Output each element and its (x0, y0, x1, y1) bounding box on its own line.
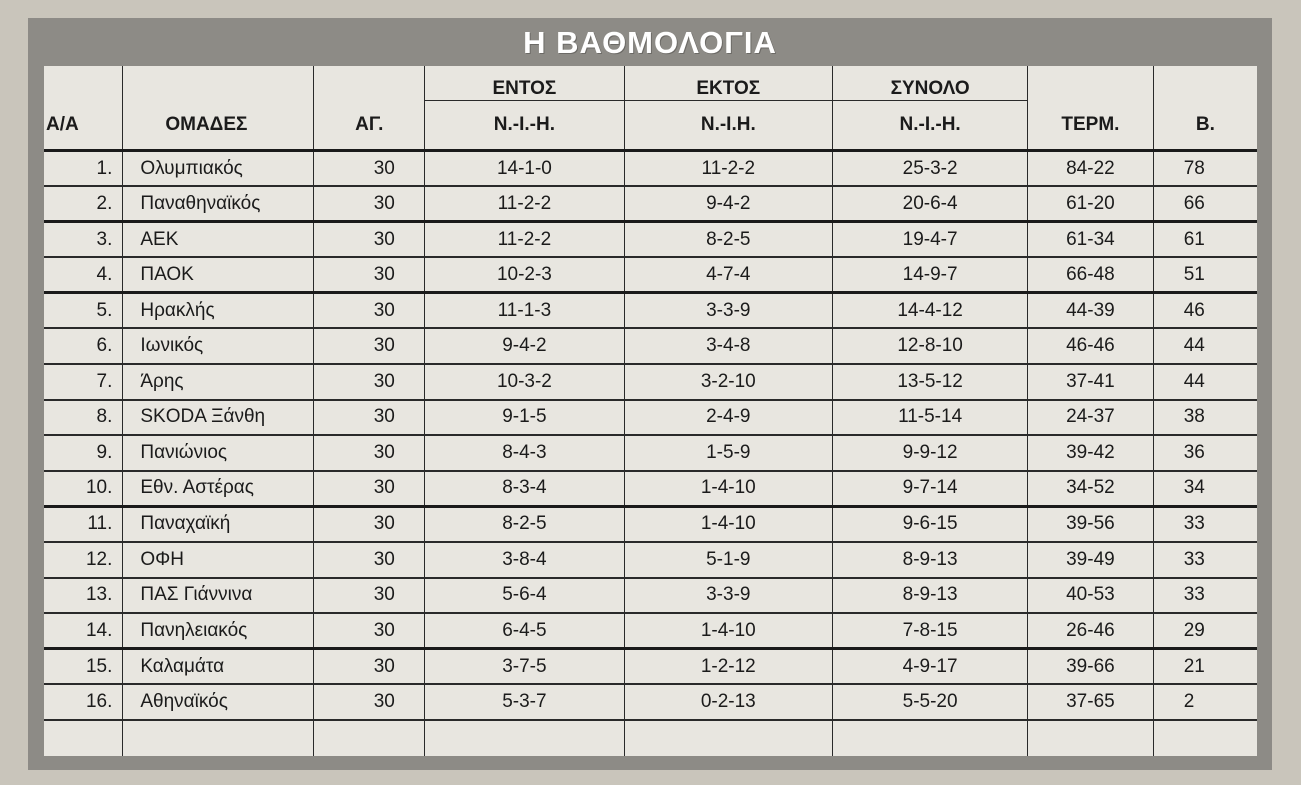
cell-played: 30 (314, 471, 425, 507)
cell-team: Καλαμάτα (123, 649, 314, 685)
cell-position: 12. (44, 542, 123, 578)
cell-goals: 39-56 (1028, 506, 1154, 542)
cell-points: 33 (1153, 578, 1257, 614)
empty-cell (1028, 720, 1154, 756)
header-goals: ΤΕΡΜ. (1028, 101, 1154, 151)
table-row (44, 542, 1257, 578)
cell-position: 3. (44, 222, 123, 258)
table-row (44, 649, 1257, 685)
cell-team: Παναχαϊκή (123, 506, 314, 542)
cell-total: 8-9-13 (833, 542, 1028, 578)
cell-points: 44 (1153, 364, 1257, 400)
cell-away: 1-4-10 (624, 471, 833, 507)
cell-home: 8-4-3 (425, 435, 624, 471)
cell-goals: 39-42 (1028, 435, 1154, 471)
cell-position: 4. (44, 257, 123, 293)
cell-played: 30 (314, 506, 425, 542)
table-row (44, 257, 1257, 293)
empty-cell (833, 720, 1028, 756)
cell-points: 36 (1153, 435, 1257, 471)
cell-played: 30 (314, 400, 425, 436)
empty-cell (123, 720, 314, 756)
cell-position: 11. (44, 506, 123, 542)
cell-total: 25-3-2 (833, 151, 1028, 187)
table-row (44, 151, 1257, 187)
empty-cell (314, 720, 425, 756)
cell-position: 10. (44, 471, 123, 507)
cell-away: 8-2-5 (624, 222, 833, 258)
cell-away: 1-2-12 (624, 649, 833, 685)
cell-position: 6. (44, 328, 123, 364)
cell-total: 11-5-14 (833, 400, 1028, 436)
cell-points: 78 (1153, 151, 1257, 187)
header-home-group: ΕΝΤΟΣ (425, 66, 624, 101)
header-spacer-points (1153, 66, 1257, 101)
table-row (44, 400, 1257, 436)
cell-played: 30 (314, 684, 425, 720)
cell-position: 13. (44, 578, 123, 614)
cell-team: Άρης (123, 364, 314, 400)
table-row (44, 471, 1257, 507)
table-row (44, 222, 1257, 258)
cell-team: Παναθηναϊκός (123, 186, 314, 222)
cell-points: 21 (1153, 649, 1257, 685)
empty-cell (624, 720, 833, 756)
table-row-empty (44, 720, 1257, 756)
cell-total: 7-8-15 (833, 613, 1028, 649)
cell-away: 3-3-9 (624, 578, 833, 614)
cell-home: 9-4-2 (425, 328, 624, 364)
cell-goals: 39-49 (1028, 542, 1154, 578)
cell-total: 20-6-4 (833, 186, 1028, 222)
empty-cell (425, 720, 624, 756)
header-away-sub: Ν.-Ι.Η. (624, 101, 833, 151)
cell-position: 8. (44, 400, 123, 436)
cell-position: 2. (44, 186, 123, 222)
cell-points: 61 (1153, 222, 1257, 258)
cell-home: 3-8-4 (425, 542, 624, 578)
cell-home: 3-7-5 (425, 649, 624, 685)
cell-team: ΑΕΚ (123, 222, 314, 258)
cell-played: 30 (314, 222, 425, 258)
cell-away: 1-4-10 (624, 613, 833, 649)
cell-position: 7. (44, 364, 123, 400)
header-pos: Α/Α (44, 101, 123, 151)
cell-home: 9-1-5 (425, 400, 624, 436)
header-points: Β. (1195, 113, 1215, 135)
cell-team: Ολυμπιακός (123, 151, 314, 187)
header-spacer-team (123, 66, 314, 101)
header-spacer-pos (44, 66, 123, 101)
header-spacer-played (314, 66, 425, 101)
cell-position: 9. (44, 435, 123, 471)
cell-played: 30 (314, 613, 425, 649)
cell-away: 3-3-9 (624, 293, 833, 329)
cell-home: 10-3-2 (425, 364, 624, 400)
cell-team: Πανιώνιος (123, 435, 314, 471)
cell-points: 38 (1153, 400, 1257, 436)
cell-total: 14-9-7 (833, 257, 1028, 293)
standings-panel (44, 66, 1257, 756)
empty-cell (1153, 720, 1257, 756)
cell-played: 30 (314, 257, 425, 293)
table-title: Η ΒΑΘΜΟΛΟΓΙΑ (523, 25, 777, 60)
header-away-group: ΕΚΤΟΣ (624, 66, 833, 101)
cell-points: 44 (1153, 328, 1257, 364)
table-row (44, 435, 1257, 471)
cell-goals: 39-66 (1028, 649, 1154, 685)
cell-total: 8-9-13 (833, 578, 1028, 614)
cell-played: 30 (314, 151, 425, 187)
table-row (44, 186, 1257, 222)
cell-points: 66 (1153, 186, 1257, 222)
cell-played: 30 (314, 186, 425, 222)
header-played: ΑΓ. (314, 101, 425, 151)
cell-position: 5. (44, 293, 123, 329)
cell-team: Ιωνικός (123, 328, 314, 364)
cell-played: 30 (314, 293, 425, 329)
cell-goals: 46-46 (1028, 328, 1154, 364)
cell-away: 3-4-8 (624, 328, 833, 364)
standings-table (44, 66, 1257, 756)
cell-played: 30 (314, 435, 425, 471)
cell-home: 11-1-3 (425, 293, 624, 329)
table-row (44, 293, 1257, 329)
cell-team: SKODA Ξάνθη (123, 400, 314, 436)
cell-team: ΠΑΣ Γιάννινα (123, 578, 314, 614)
cell-total: 19-4-7 (833, 222, 1028, 258)
cell-points: 33 (1153, 506, 1257, 542)
cell-away: 4-7-4 (624, 257, 833, 293)
cell-team: ΠΑΟΚ (123, 257, 314, 293)
cell-position: 14. (44, 613, 123, 649)
empty-cell (44, 720, 123, 756)
cell-away: 5-1-9 (624, 542, 833, 578)
cell-played: 30 (314, 328, 425, 364)
cell-played: 30 (314, 649, 425, 685)
cell-total: 9-6-15 (833, 506, 1028, 542)
table-row (44, 613, 1257, 649)
table-row (44, 578, 1257, 614)
cell-home: 11-2-2 (425, 186, 624, 222)
cell-goals: 34-52 (1028, 471, 1154, 507)
table-row (44, 684, 1257, 720)
cell-played: 30 (314, 364, 425, 400)
standings-frame (28, 18, 1272, 770)
cell-goals: 37-41 (1028, 364, 1154, 400)
cell-points: 2 (1153, 684, 1257, 720)
cell-points: 34 (1153, 471, 1257, 507)
cell-points: 51 (1153, 257, 1257, 293)
cell-home: 14-1-0 (425, 151, 624, 187)
cell-home: 6-4-5 (425, 613, 624, 649)
cell-away: 2-4-9 (624, 400, 833, 436)
cell-goals: 44-39 (1028, 293, 1154, 329)
table-row (44, 364, 1257, 400)
cell-played: 30 (314, 542, 425, 578)
cell-team: Εθν. Αστέρας (123, 471, 314, 507)
cell-position: 16. (44, 684, 123, 720)
cell-home: 5-3-7 (425, 684, 624, 720)
header-team: ΟΜΑΔΕΣ (123, 101, 314, 151)
table-row (44, 506, 1257, 542)
table-row (44, 328, 1257, 364)
cell-total: 5-5-20 (833, 684, 1028, 720)
cell-away: 11-2-2 (624, 151, 833, 187)
cell-goals: 66-48 (1028, 257, 1154, 293)
cell-points: 46 (1153, 293, 1257, 329)
header-spacer-goals (1028, 66, 1154, 101)
cell-total: 13-5-12 (833, 364, 1028, 400)
cell-away: 1-4-10 (624, 506, 833, 542)
cell-goals: 84-22 (1028, 151, 1154, 187)
cell-total: 4-9-17 (833, 649, 1028, 685)
cell-away: 1-5-9 (624, 435, 833, 471)
cell-goals: 37-65 (1028, 684, 1154, 720)
cell-home: 8-2-5 (425, 506, 624, 542)
cell-total: 14-4-12 (833, 293, 1028, 329)
cell-team: Ηρακλής (123, 293, 314, 329)
cell-points: 33 (1153, 542, 1257, 578)
cell-home: 5-6-4 (425, 578, 624, 614)
cell-position: 1. (44, 151, 123, 187)
cell-goals: 24-37 (1028, 400, 1154, 436)
cell-away: 3-2-10 (624, 364, 833, 400)
cell-away: 9-4-2 (624, 186, 833, 222)
header-home-sub: Ν.-Ι.-Η. (425, 101, 624, 151)
cell-away: 0-2-13 (624, 684, 833, 720)
cell-total: 12-8-10 (833, 328, 1028, 364)
header-total-group: ΣΥΝΟΛΟ (833, 66, 1028, 101)
cell-goals: 61-20 (1028, 186, 1154, 222)
cell-total: 9-9-12 (833, 435, 1028, 471)
cell-position: 15. (44, 649, 123, 685)
cell-goals: 26-46 (1028, 613, 1154, 649)
cell-team: Αθηναϊκός (123, 684, 314, 720)
cell-total: 9-7-14 (833, 471, 1028, 507)
cell-home: 10-2-3 (425, 257, 624, 293)
cell-team: Πανηλειακός (123, 613, 314, 649)
header-total-sub: Ν.-Ι.-Η. (833, 101, 1028, 151)
cell-home: 8-3-4 (425, 471, 624, 507)
cell-points: 29 (1153, 613, 1257, 649)
cell-team: ΟΦΗ (123, 542, 314, 578)
cell-goals: 40-53 (1028, 578, 1154, 614)
cell-home: 11-2-2 (425, 222, 624, 258)
cell-played: 30 (314, 578, 425, 614)
cell-goals: 61-34 (1028, 222, 1154, 258)
